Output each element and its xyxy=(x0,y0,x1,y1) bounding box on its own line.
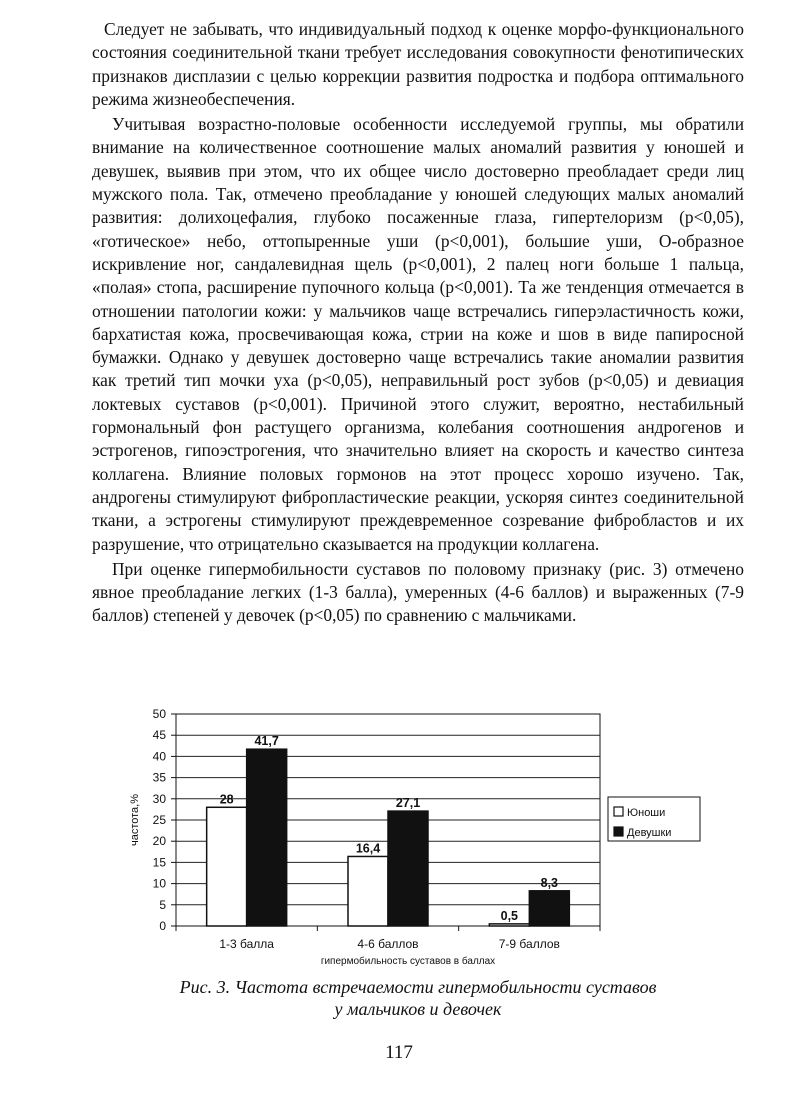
y-tick-label: 35 xyxy=(152,770,166,785)
y-tick-label: 10 xyxy=(152,876,166,891)
data-label: 27,1 xyxy=(395,796,421,811)
figure-chart xyxy=(100,702,720,972)
data-label: 0,5 xyxy=(500,908,519,923)
x-axis-title: гипермобильность суставов в баллах xyxy=(320,956,496,967)
caption-line: Рис. 3. Частота встречаемости гипермобильности суставов xyxy=(179,977,657,997)
data-label: 8,3 xyxy=(540,875,559,890)
bar-boys xyxy=(348,856,388,926)
data-label: 41,7 xyxy=(254,734,279,749)
y-axis-title: частота,% xyxy=(129,793,141,847)
paragraph: Следует не забывать, что индивидуальный подход к оценке морфо-функционального состояния соединительной ткани требует исследования совокупности фенотипических признаков дисплазии с целью коррекции развития подростка и подбора оптимального режима жизнеобеспечения. xyxy=(92,19,744,109)
caption-line: у мальчиков и девочек xyxy=(334,999,502,1019)
legend-swatch xyxy=(614,827,623,836)
figure-caption xyxy=(92,976,744,1020)
y-tick-label: 45 xyxy=(152,728,166,743)
y-tick-label: 30 xyxy=(152,791,166,806)
page-number: 117 xyxy=(385,1042,413,1063)
bar-girls xyxy=(247,749,287,926)
y-tick-label: 25 xyxy=(152,813,166,827)
paragraph: Учитывая возрастно-половые особенности исследуемой группы, мы обратили внимание на количественное соотношение малых аномалий развития у юношей и девушек, выявив при этом, что их общее число достоверно преобладает среди лиц мужского пола. Так, отмечено преобладание у юношей следующих малых аномалий развития: долихоцефалия, глубоко посаженные глаза, гипертелоризм (p<0,05), «готическое» небо, оттопыренные уши (p<0,001), большие уши, О-образное искривление ног, сандалевидная щель (p<0,001), 2 палец ноги больше 1 пальца, «полая» стопа, расширение пупочного кольца (p<0,001). Та же тенденция отмечается в отношении патологии кожи: у мальчиков чаще встречались гиперэластичность кожи, бархатистая кожа, просвечивающая кожа, стрии на коже и шов в виде папиросной бумажки. Однако у девушек достоверно чаще встречались такие аномалии развития как третий тип мочки уха (p<0,05), неправильный рост зубов (p<0,05) и девиация локтевых суставов (p<0,001). Причиной этого служит, вероятно, нестабильный гормональный фон растущего организма, колебания соотношения андрогенов и эстрогенов, гипоэстрогения, что значительно влияет на скорость и качество синтеза коллагена. Влияние половых гормонов на этот процесс хорошо изучено. Так, андрогены стимулируют фибропластические реакции, ускоряя синтез соединительной ткани, а эстрогены стимулируют преждевременное созревание фибробластов и их разрушение, что отрицательно сказывается на продукции коллагена. xyxy=(92,114,744,554)
x-tick-label: 7-9 баллов xyxy=(498,937,560,951)
body-text xyxy=(92,18,744,630)
bar-girls xyxy=(388,811,428,926)
bar-chart xyxy=(100,702,720,972)
bar-boys xyxy=(489,924,529,926)
y-tick-label: 5 xyxy=(159,897,166,912)
data-label: 28 xyxy=(219,792,234,807)
bar-girls xyxy=(529,891,569,926)
y-tick-label: 15 xyxy=(152,855,166,870)
bar-boys xyxy=(207,807,247,926)
data-label: 16,4 xyxy=(355,841,381,856)
legend-label: Юноши xyxy=(627,807,666,819)
x-tick-label: 4-6 баллов xyxy=(357,937,419,951)
y-tick-label: 50 xyxy=(152,707,166,721)
legend-swatch xyxy=(614,807,623,816)
paragraph: При оценке гипермобильности суставов по половому признаку (рис. 3) отмечено явное преобладание легких (1-3 балла), умеренных (4-6 баллов) и выраженных (7-9 баллов) степеней у девочек (p<0,05) по сравнению с мальчиками. xyxy=(92,558,744,626)
y-tick-label: 0 xyxy=(159,919,166,933)
y-tick-label: 40 xyxy=(152,749,166,764)
y-tick-label: 20 xyxy=(152,834,166,849)
legend-label: Девушки xyxy=(627,827,672,839)
x-tick-label: 1-3 балла xyxy=(219,937,274,951)
